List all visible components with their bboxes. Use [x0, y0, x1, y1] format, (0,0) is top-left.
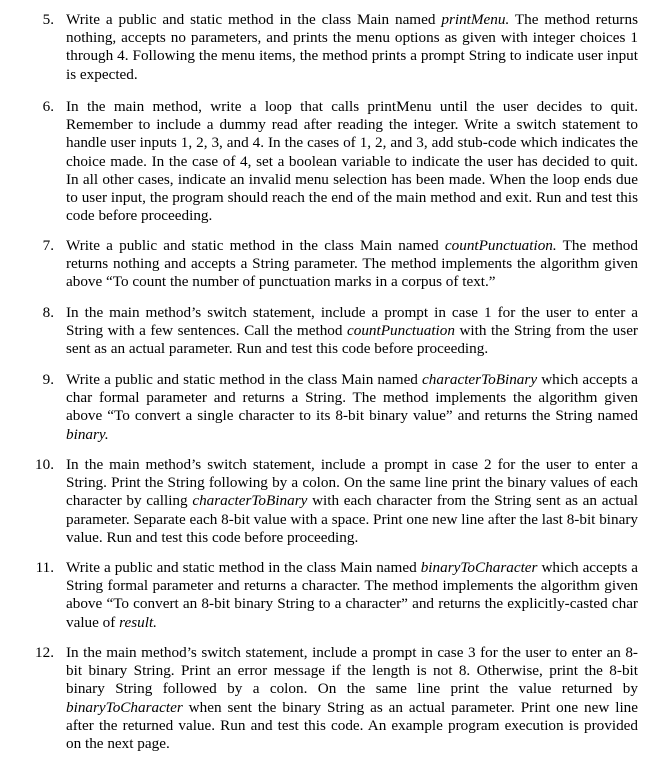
item-text: Write a public and static method in the class Main named printMenu. The method returns nothing, accepts no parameters, and prints the menu options as given with integer choices 1 through 4. Following the menu items, the method prints a prompt String to indicate user input is expected. — [66, 11, 638, 83]
item-text: In the main method’s switch statement, include a prompt in case 1 for the user to enter a String with a few sentences. Call the method countPunctuation with the String from the user sent as an actual parameter. Run and test this code before proceeding. — [66, 304, 638, 358]
item-number: 5. — [42, 11, 54, 28]
item-number: 7. — [42, 237, 54, 254]
item-number: 12. — [35, 644, 54, 661]
item-number: 9. — [42, 371, 54, 388]
item-text: Write a public and static method in the class Main named binaryToCharacter which accepts a String formal parameter and returns a character. The method implements the algorithm given above “To convert an 8-bit binary String to a character” and returns the explicitly-casted char value of result. — [66, 559, 638, 631]
item-text: In the main method, write a loop that calls printMenu until the user decides to quit. Remember to include a dummy read after reading the integer. Write a switch statement to handle user inputs 1, 2, 3, and 4. In the cases of 1, 2, and 3, add stub-code which indicates the choice made. In the case of 4, set a boolean variable to indicate the user has decided to quit. In all other cases, indicate an invalid menu selection has been made. When the loop ends due to user input, the program should reach the end of the main method and exit. Run and test this code before proceeding. — [66, 98, 638, 225]
item-number: 10. — [35, 456, 54, 473]
item-text: Write a public and static method in the class Main named characterToBinary which accepts a char formal parameter and returns a String. The method implements the algorithm given above “To convert a single character to its 8-bit binary value” and returns the String named binary. — [66, 371, 638, 443]
item-number: 6. — [42, 98, 54, 115]
item-number: 11. — [35, 559, 54, 576]
item-text: In the main method’s switch statement, include a prompt in case 2 for the user to enter a String. Print the String following by a colon. On the same line print the binary values of each character by calling characterToBinary with each character from the String sent as an actual parameter. Separate each 8-bit value with a space. Print one new line after the last 8-bit binary value. Run and test this code before proceeding. — [66, 456, 638, 546]
item-text: In the main method’s switch statement, include a prompt in case 3 for the user to enter an 8-bit binary String. Print an error message if the length is not 8. Otherwise, print the 8-bit binary String followed by a colon. On the same line print the value returned by binaryToCharacter when sent the binary String as an actual parameter. Print one new line after the returned value. Run and test this code. An example program execution is provided on the next page. — [66, 644, 638, 753]
item-text: Write a public and static method in the class Main named countPunctuation. The method returns nothing and accepts a String parameter. The method implements the algorithm given above “To count the number of punctuation marks in a corpus of text.” — [66, 237, 638, 291]
item-number: 8. — [42, 304, 54, 321]
